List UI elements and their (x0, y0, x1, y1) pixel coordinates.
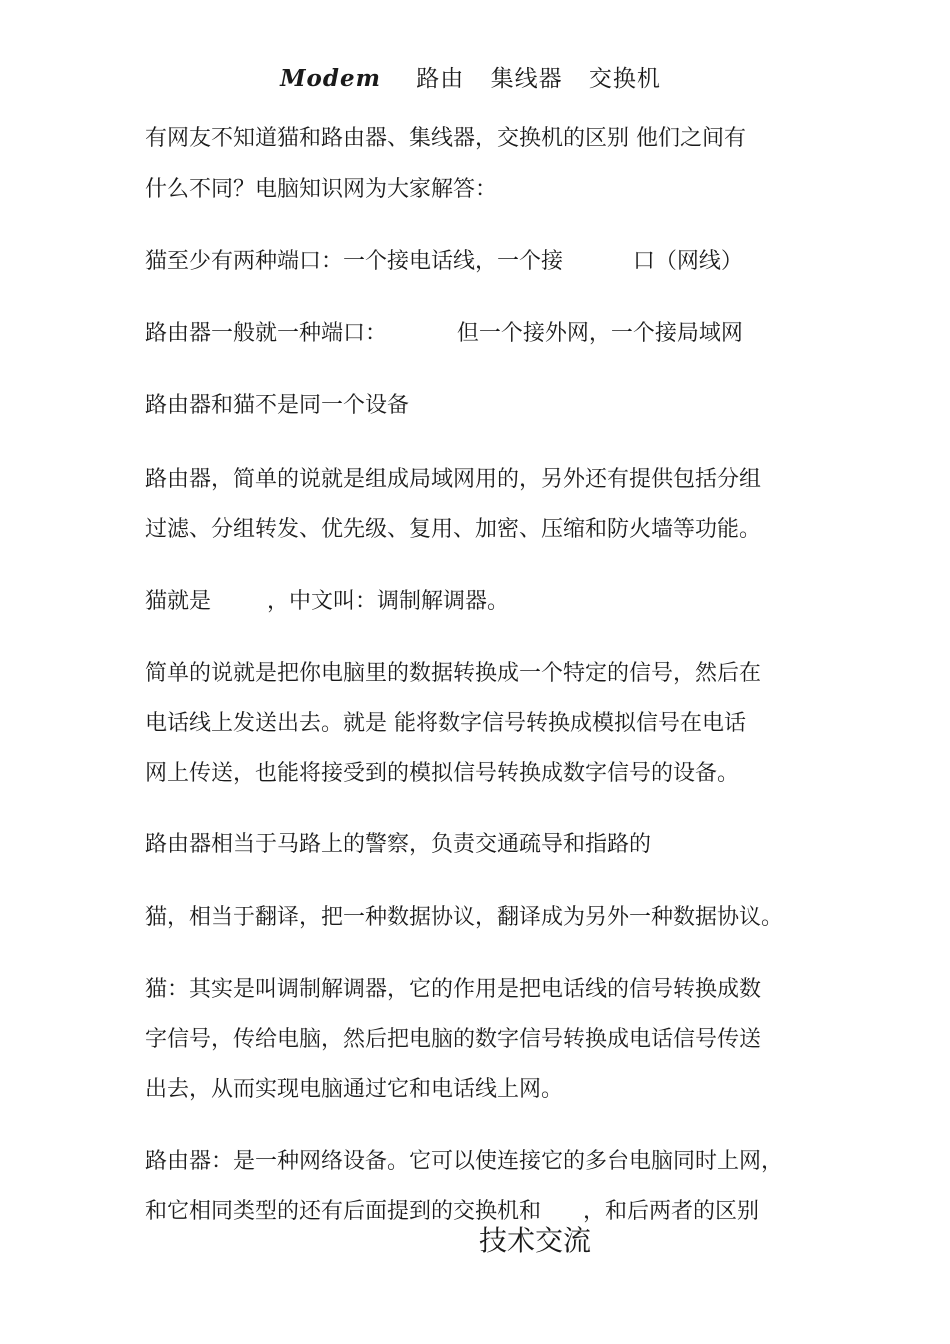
title-switch: 交换机 (588, 66, 661, 92)
body-line: 猫就是 ，中文叫：调制解调器。 (145, 589, 509, 614)
body-line: 字信号，传给电脑，然后把电脑的数字信号转换成电话信号传送 (145, 1027, 762, 1052)
title-hub: 集线器 (490, 66, 563, 92)
body-line: 电话线上发送出去。就是 能将数字信号转换成模拟信号在电话 (145, 711, 746, 736)
body-line: 什么不同？电脑知识网为大家解答： (145, 177, 498, 202)
body-line: 路由器一般就一种端口： 但一个接外网，一个接局域网 (145, 321, 743, 346)
body-line: 路由器：是一种网络设备。它可以使连接它的多台电脑同时上网， (145, 1149, 784, 1174)
title-router: 路由 (416, 66, 465, 92)
body-line: 路由器，简单的说就是组成局域网用的，另外还有提供包括分组 (145, 467, 762, 492)
body-line: 猫，相当于翻译，把一种数据协议，翻译成为另外一种数据协议。 (145, 905, 784, 930)
body-line: 有网友不知道猫和路由器、集线器，交换机的区别 他们之间有 (145, 126, 746, 151)
body-line: 过滤、分组转发、优先级、复用、加密、压缩和防火墙等功能。 (145, 517, 762, 542)
body-line: 猫：其实是叫调制解调器，它的作用是把电话线的信号转换成数 (145, 977, 762, 1002)
page-footer: 技术交流 (478, 1224, 591, 1257)
body-line: 路由器和猫不是同一个设备 (145, 393, 410, 418)
body-line: 猫至少有两种端口：一个接电话线，一个接 口（网线） (145, 249, 743, 274)
body-line: 出去，从而实现电脑通过它和电话线上网。 (145, 1077, 564, 1102)
body-line: 网上传送，也能将接受到的模拟信号转换成数字信号的设备。 (145, 761, 740, 786)
body-line: 路由器相当于马路上的警察，负责交通疏导和指路的 (145, 832, 652, 857)
body-line: 和它相同类型的还有后面提到的交换机和 ，和后两者的区别 (145, 1199, 759, 1224)
body-line: 简单的说就是把你电脑里的数据转换成一个特定的信号，然后在 (145, 661, 762, 686)
document-title (0, 60, 950, 93)
title-modem: Modem (280, 65, 381, 92)
